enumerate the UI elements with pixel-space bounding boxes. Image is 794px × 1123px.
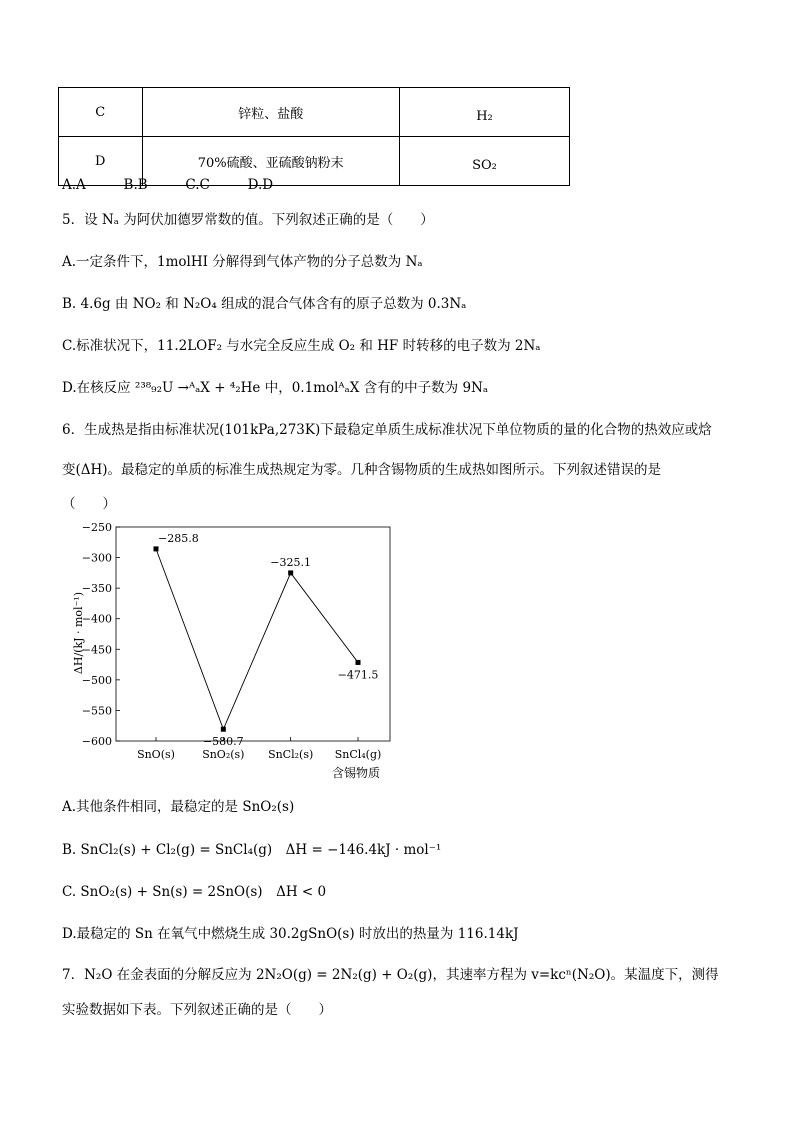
data-label: −580.7 [202,735,244,749]
q7-stem-line1: 7．N₂O 在金表面的分解反应为 2N₂O(g) = 2N₂(g) + O₂(g)，其速率方程为 v=kcⁿ(N₂O)。某温度下，测得 [62,967,719,983]
q6-option-c: C. SnO₂(s) + Sn(s) = 2SnO(s) ΔH < 0 [62,884,327,900]
x-tick-label: SnCl₂(s) [268,748,314,761]
row-reagents: 70%硫酸、亚硫酸钠粉末 [142,137,399,186]
row-reagents: 锌粒、盐酸 [142,88,399,137]
series-line [156,549,358,729]
y-tick-label: −300 [81,551,112,565]
y-axis-label: ΔH/(kJ · mol⁻¹) [72,591,85,675]
x-tick-label: SnO₂(s) [202,748,245,761]
q5-option-a: A.一定条件下，1molHI 分解得到气体产物的分子总数为 Nₐ [62,254,423,270]
y-tick-label: −400 [81,612,112,626]
table-row [59,88,570,137]
y-tick-label: −550 [81,704,112,718]
y-tick-label: −600 [81,735,112,748]
data-label: −471.5 [337,668,379,682]
plot-frame [116,527,390,741]
data-label: −325.1 [270,555,312,569]
q6-option-d: D.最稳定的 Sn 在氧气中燃烧生成 30.2gSnO(s) 时放出的热量为 116.14kJ [62,926,519,942]
q6-stem-line1: 6．生成热是指由标准状况(101kPa,273K)下最稳定单质生成标准状况下单位物质的量的化合物的热效应或焓 [62,422,712,438]
data-label: −285.8 [158,531,199,545]
q4-options: A.A B.B C.C D.D [62,177,274,193]
data-point [221,727,226,732]
x-axis-label: 含锡物质 [331,766,381,780]
q6-stem-line2: 变(ΔH)。最稳定的单质的标准生成热规定为零。几种含锡物质的生成热如图所示。下列叙述错误的是 [62,462,662,478]
q7-stem-line2: 实验数据如下表。下列叙述正确的是（ ） [62,1002,332,1018]
y-tick-label: −250 [81,521,112,534]
q5-stem: 5．设 Nₐ 为阿伏加德罗常数的值。下列叙述正确的是（ ） [62,212,434,228]
enthalpy-chart [60,515,400,785]
q6-option-b: B. SnCl₂(s) + Cl₂(g) = SnCl₄(g) ΔH = −146.4kJ · mol⁻¹ [62,842,442,858]
reagent-table [58,87,570,186]
q5-option-d: D.在核反应 ²³⁸₉₂U →ᴬₐX + ⁴₂He 中，0.1molᴬₐX 含有的中子数为 9Nₐ [62,380,489,396]
q6-option-a: A.其他条件相同，最稳定的是 SnO₂(s) [62,799,295,815]
q6-stem-line3: （ ） [62,496,116,512]
row-gas: H₂ [399,88,569,137]
q5-option-c: C.标准状况下，11.2LOF₂ 与水完全反应生成 O₂ 和 HF 时转移的电子数为 2Nₐ [62,338,541,354]
row-label: D [59,137,143,186]
data-point [154,546,159,551]
data-point [356,660,361,665]
x-tick-label: SnCl₄(g) [334,748,382,761]
q5-option-b: B. 4.6g 由 NO₂ 和 N₂O₄ 组成的混合气体含有的原子总数为 0.3Nₐ [62,296,467,312]
data-point [288,570,293,575]
y-tick-label: −450 [81,643,112,657]
row-gas: SO₂ [399,137,569,186]
row-label: C [59,88,143,137]
x-tick-label: SnO(s) [137,748,175,761]
y-tick-label: −350 [81,582,112,596]
y-tick-label: −500 [81,673,112,687]
